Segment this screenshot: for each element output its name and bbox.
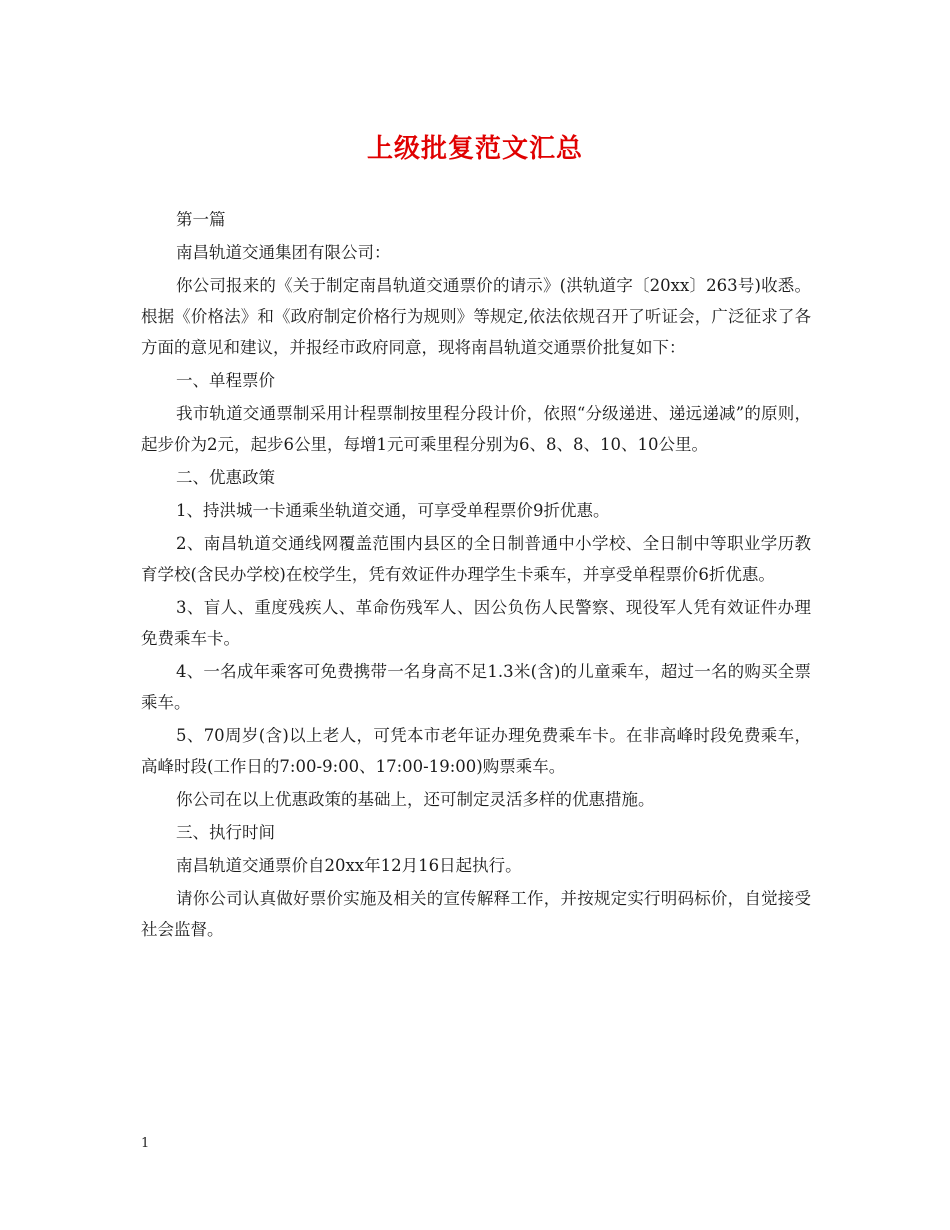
body-paragraph: 你公司报来的《关于制定南昌轨道交通票价的请示》(洪轨道字〔20xx〕263号)收悉。根据《价格法》和《政府制定价格行为规则》等规定,依法依规召开了听证会，广泛征求了各方面的意见和建议，并报经市政府同意，现将南昌轨道交通票价批复如下： bbox=[141, 276, 811, 357]
section-heading: 第一篇 bbox=[176, 210, 226, 229]
list-item: 2、南昌轨道交通线网覆盖范围内县区的全日制普通中小学校、全日制中等职业学历教育学校(含民办学校)在校学生，凭有效证件办理学生卡乘车，并享受单程票价6折优惠。 bbox=[141, 534, 811, 584]
section-heading: 二、优惠政策 bbox=[176, 468, 275, 487]
section-heading: 三、执行时间 bbox=[176, 823, 275, 842]
document-title: 上级批复范文汇总 bbox=[366, 134, 583, 164]
page-number: 1 bbox=[141, 1136, 150, 1151]
list-item: 3、盲人、重度残疾人、革命伤残军人、因公负伤人民警察、现役军人凭有效证件办理免费乘车卡。 bbox=[141, 598, 811, 648]
addressee: 南昌轨道交通集团有限公司： bbox=[176, 243, 391, 262]
list-item: 1、持洪城一卡通乘坐轨道交通，可享受单程票价9折优惠。 bbox=[176, 501, 610, 520]
section-heading: 一、单程票价 bbox=[176, 371, 275, 390]
list-item: 4、一名成年乘客可免费携带一名身高不足1.3米(含)的儿童乘车，超过一名的购买全票乘车。 bbox=[141, 662, 811, 712]
body-paragraph: 你公司在以上优惠政策的基础上，还可制定灵活多样的优惠措施。 bbox=[176, 790, 655, 809]
list-item: 5、70周岁(含)以上老人，可凭本市老年证办理免费乘车卡。在非高峰时段免费乘车，高峰时段(工作日的7:00-9:00、17:00-19:00)购票乘车。 bbox=[141, 726, 811, 776]
body-paragraph: 我市轨道交通票制采用计程票制按里程分段计价，依照“分级递进、递远递减”的原则，起步价为2元，起步6公里，每增1元可乘里程分别为6、8、8、10、10公里。 bbox=[141, 404, 811, 454]
body-paragraph: 请你公司认真做好票价实施及相关的宣传解释工作，并按规定实行明码标价，自觉接受社会监督。 bbox=[141, 889, 811, 939]
body-paragraph: 南昌轨道交通票价自20xx年12月16日起执行。 bbox=[176, 856, 522, 875]
document-body bbox=[141, 204, 811, 945]
